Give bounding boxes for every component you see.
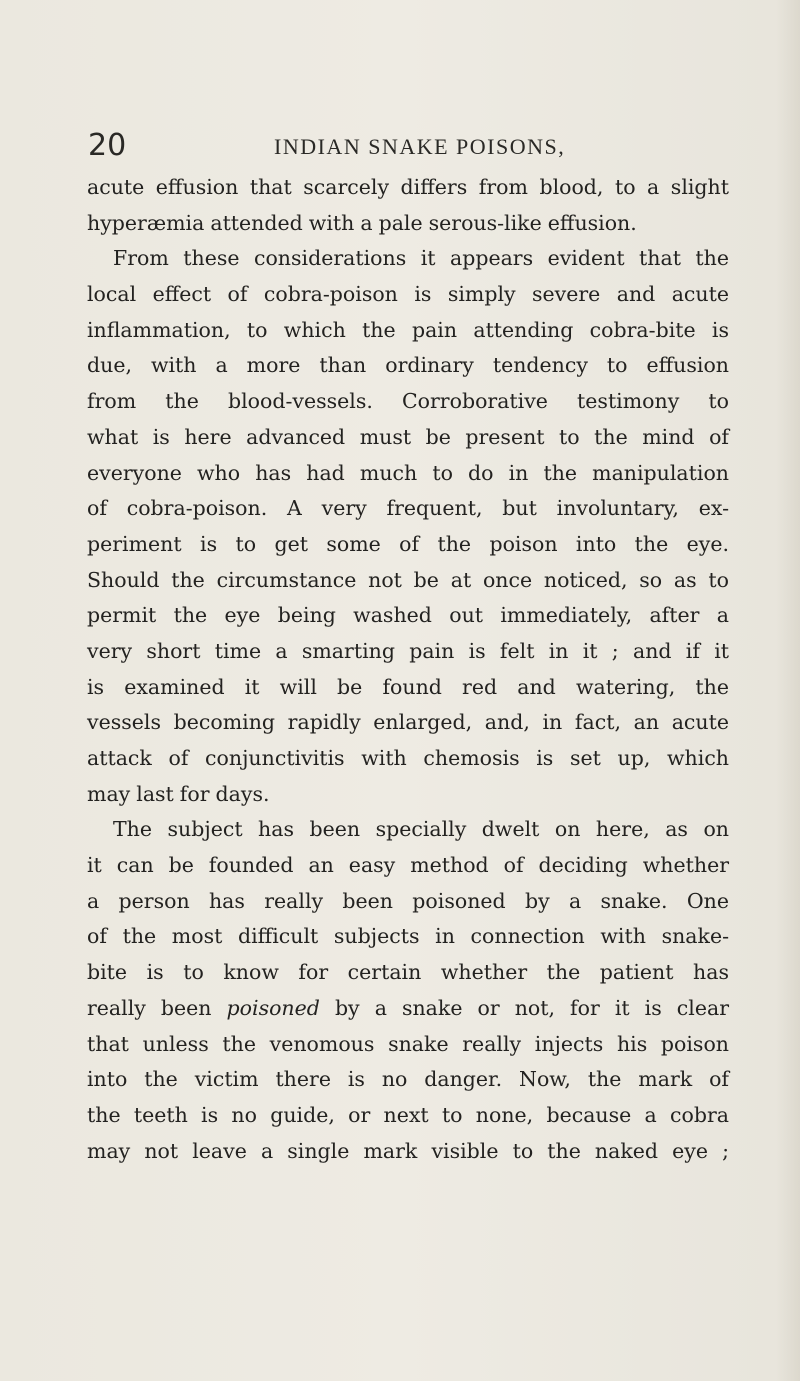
text-line: Should the circumstance not be at once noticed, so as to <box>87 567 729 592</box>
text-line: acute effusion that scarcely differs from blood, to a slight <box>87 175 729 199</box>
text-line: vessels becoming rapidly enlarged, and, in fact, an acute <box>87 710 729 735</box>
text-line: the teeth is no guide, or next to none, because a cobra <box>87 1102 729 1127</box>
text-line: hyperæmia attended with a pale serous-like effusion. <box>87 210 637 235</box>
running-head: INDIAN SNAKE POISONS, <box>274 134 566 159</box>
text-line-with-italic <box>87 991 729 1027</box>
text-line: into the victim there is no danger. Now, the mark of <box>87 1067 729 1092</box>
text-line: bite is to know for certain whether the patient has <box>87 960 729 985</box>
text-line: local effect of cobra-poison is simply severe and acute <box>87 282 729 307</box>
text-segment: really been <box>87 995 227 1020</box>
text-line: due, with a more than ordinary tendency to effusion <box>87 353 729 378</box>
text-segment: by a snake or not, for it is clear <box>319 995 729 1020</box>
text-line: very short time a smarting pain is felt in it ; and if it <box>87 638 729 663</box>
text-line: permit the eye being washed out immediately, after a <box>87 603 729 628</box>
text-line: from the blood-vessels. Corroborative testimony to <box>87 389 729 414</box>
page-number: 20 <box>88 128 127 163</box>
text-line: a person has really been poisoned by a snake. One <box>87 888 729 913</box>
text-line: of the most difficult subjects in connection with snake- <box>87 924 729 949</box>
text-line: attack of conjunctivitis with chemosis is set up, which <box>87 746 729 770</box>
text-line: everyone who has had much to do in the manipulation <box>87 460 729 485</box>
text-line: may last for days. <box>87 781 270 806</box>
text-line: inflammation, to which the pain attending cobra-bite is <box>87 317 729 342</box>
text-line: is examined it will be found red and watering, the <box>87 674 729 699</box>
text-line: From these considerations it appears evident that the <box>113 246 729 271</box>
text-line: what is here advanced must be present to the mind of <box>87 424 729 449</box>
italic-word: poisoned <box>226 995 320 1020</box>
text-line: that unless the venomous snake really injects his poison <box>87 1031 729 1056</box>
page-header <box>88 126 728 166</box>
text-line: it can be founded an easy method of deciding whether <box>87 853 729 878</box>
text-line: periment is to get some of the poison into the eye. <box>87 531 729 556</box>
body-text <box>87 170 729 1169</box>
text-line: The subject has been specially dwelt on here, as on <box>113 817 729 842</box>
text-line: of cobra-poison. A very frequent, but involuntary, ex- <box>87 496 729 521</box>
text-line: may not leave a single mark visible to the naked eye ; <box>87 1138 729 1163</box>
